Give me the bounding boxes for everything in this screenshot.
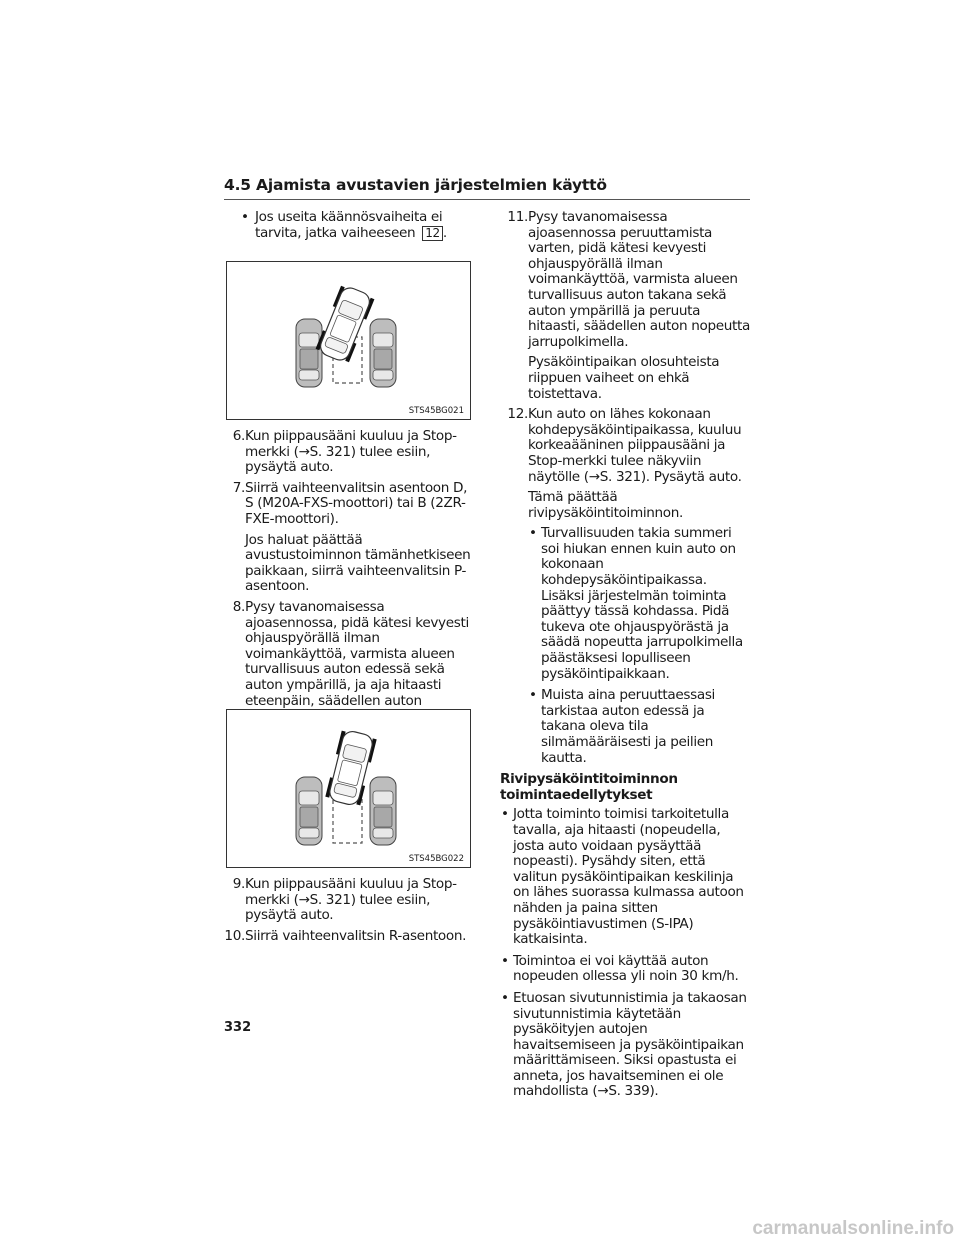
right-column (500, 210, 752, 1106)
step-text: Siirrä vaihteenvalitsin asentoon D, S (M20A-FXS-moottori) tai B (2ZR-FXE-moottori). (245, 479, 468, 527)
step-12 (500, 407, 752, 766)
step-number: 6. (232, 428, 245, 444)
intro-bullet-text: Jos useita käännösvaiheita ei tarvita, jatka vaiheeseen (255, 209, 443, 241)
header-divider (224, 199, 750, 200)
parking-illustration-2 (227, 710, 470, 867)
intro-bullet-end: . (442, 224, 447, 241)
step-text: Kun piippausääni kuuluu ja Stop-merkki (→S. 321) tulee esiin, pysäytä auto. (245, 428, 457, 476)
step-12-bullet-2: • Muista aina peruuttaessasi tarkistaa auton edessä ja takana oleva tila silmämääräisesti ja peilien kautta. (528, 688, 752, 766)
left-column-steps-b (217, 877, 472, 949)
step-reference-badge: 12 (422, 226, 443, 241)
condition-bullet-3: • Etuosan sivutunnistimia ja takaosan sivutunnistimia käytetään pysäköityjen autojen havaitsemiseen ja pysäköintipaikan määrittämiseen. Siksi opastusta ei anneta, jos havaitseminen ei ole mahdollista (→S. 339). (500, 991, 752, 1100)
condition-bullet-2: • Toimintoa ei voi käyttää auton nopeuden ollessa yli noin 30 km/h. (500, 954, 752, 985)
step-text: Siirrä vaihteenvalitsin R-asentoon. (245, 927, 467, 944)
section-heading: Rivipysäköintitoiminnon toimintaedellytykset (500, 771, 678, 803)
figure-code: STS45BG021 (408, 406, 464, 416)
left-column (240, 210, 472, 247)
step-8 (224, 600, 472, 725)
step-number: 10. (224, 927, 245, 944)
step-number: 9. (232, 876, 245, 892)
site-watermark: carmanualsonline.info (752, 1218, 954, 1239)
parking-diagram-2 (226, 709, 471, 868)
page-number: 332 (224, 1020, 252, 1035)
step-text: Kun piippausääni kuuluu ja Stop-merkki (→S. 321) tulee esiin, pysäytä auto. (245, 876, 457, 924)
parking-illustration-1 (227, 262, 470, 419)
condition-bullet-1: • Jotta toiminto toimisi tarkoitetulla tavalla, aja hitaasti (nopeudella, josta auto voidaan pysäyttää nopeasti). Pysähdy siten, että valitun pysäköintipaikan keskilinja on lähes suorassa kulmassa autoon nähden ja paina sitten pysäköintiavustimen (S-IPA) katkaisinta. (500, 807, 752, 947)
step-number: 11. (507, 209, 528, 225)
step-note: Pysäköintipaikan olosuhteista riippuen vaiheet on ehkä toistettava. (528, 354, 720, 402)
step-9 (217, 877, 472, 924)
parking-diagram-1 (226, 261, 471, 420)
step-number: 7. (232, 479, 245, 496)
step-6 (224, 429, 472, 476)
left-column-steps-a (224, 429, 472, 730)
step-7 (224, 481, 472, 595)
intro-bullet (240, 210, 472, 241)
step-note: Jos haluat päättää avustustoiminnon tämänhetkiseen paikkaan, siirrä vaihteenvalitsin P-asentoon. (245, 531, 471, 595)
step-text: Pysy tavanomaisessa ajoasennossa, pidä kätesi kevyesti ohjauspyörällä ilman voimankäyttöä, varmista alueen turvallisuus auton edessä sekä auton ympärillä, ja aja hitaasti eteenpäin, säädellen auton (245, 598, 469, 709)
step-text: Kun auto on lähes kokonaan kohdepysäköintipaikassa, kuuluu korkeaääninen piippausääni ja Stop-merkki tulee näkyviin näytölle (→S. 321). Pysäytä auto. (528, 406, 742, 485)
step-12-bullet-1: • Turvallisuuden takia summeri soi hiukan ennen kuin auto on kokonaan kohdepysäköintipaikassa. Lisäksi järjestelmän toiminta päättyy tässä kohdassa. Pidä tukeva ote ohjauspyörästä ja säädä nopeutta jarrupolkimella päästäksesi lopulliseen pysäköintipaikkaan. (528, 526, 752, 682)
figure-code: STS45BG022 (408, 854, 464, 864)
step-text: Pysy tavanomaisessa ajoasennossa peruuttamista varten, pidä kätesi kevyesti ohjauspyörällä ilman voimankäyttöä, varmista alueen turvallisuus auton takana sekä auton ympärillä ja peruuta hitaasti, säädellen auton nopeutta jarrupolkimella. (528, 209, 750, 350)
section-title: 4.5 Ajamista avustavien järjestelmien käyttö (224, 176, 607, 194)
step-note: Tämä päättää rivipysäköintitoiminnon. (528, 489, 684, 521)
step-10 (217, 929, 472, 945)
step-number: 8. (232, 598, 245, 615)
step-11 (500, 210, 752, 402)
step-number: 12. (507, 406, 528, 423)
